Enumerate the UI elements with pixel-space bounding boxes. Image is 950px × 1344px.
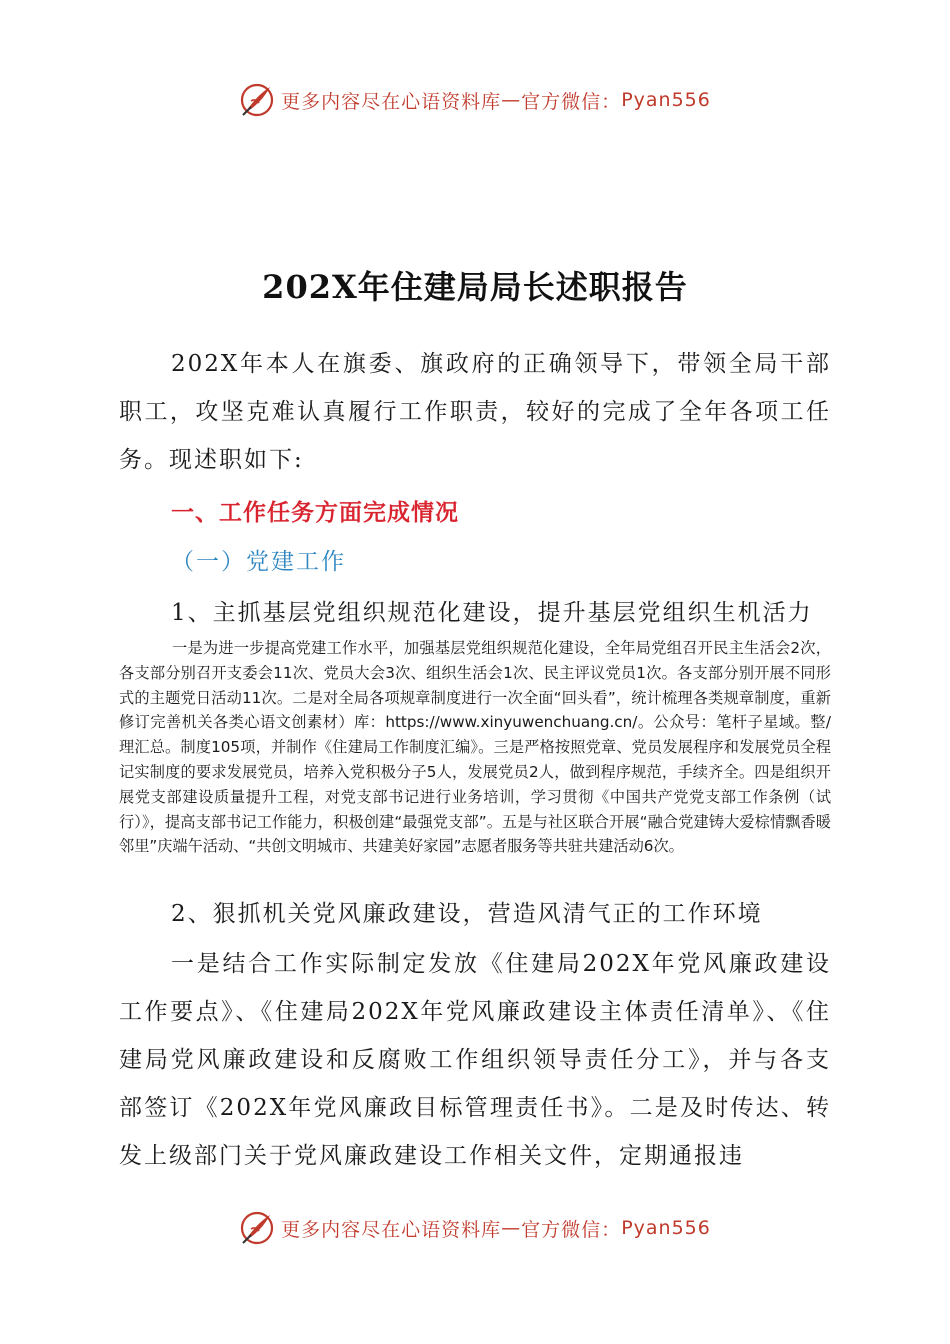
banner-brand: 更多内容尽在心语资料库 (281, 90, 502, 113)
quill-logo-icon (239, 82, 275, 118)
banner-brand: 更多内容尽在心语资料库 (281, 1218, 502, 1241)
subsection-heading: （一）党建工作 (171, 549, 346, 575)
quill-logo-icon (239, 1210, 275, 1246)
banner-wechat-id: Pyan556 (621, 1217, 711, 1239)
banner-separator: — (501, 89, 522, 111)
banner-wechat-label: 官方微信： (521, 1218, 622, 1241)
section-heading: 一、工作任务方面完成情况 (171, 500, 459, 526)
item-heading-2: 2、狠抓机关党风廉政建设，营造风清气正的工作环境 (171, 901, 763, 927)
item-body-1: 一是为进一步提高党建工作水平，加强基层党组织规范化建设，全年局党组召开民主生活会2次，各支部分别召开支委会11次、党员大会3次、组织生活会1次、民主评议党员1次。各支部分别开展不同形式的主题党日活动11次。二是对全局各项规章制度进行一次全面“回头看”，统计梳理各类规章制度，重新修订完善机关各类心语文创素材）库：https://www.xinyuwenchuang.cn/。公众号：笔杆子星域。整/理汇总。制度105项，并制作《住建局工作制度汇编》。三是严格按照党章、党员发展程序和发展党员全程记实制度的要求发展党员，培养入党积极分子5人，发展党员2人，做到程序规范，手续齐全。四是组织开展党支部建设质量提升工程，对党支部书记进行业务培训，学习贯彻《中国共产党党支部工作条例（试行）》，提高支部书记工作能力，积极创建“最强党支部”。五是与社区联合开展“融合党建铸大爱棕情飘香暖邻里”庆端午活动、“共创文明城市、共建美好家园”志愿者服务等共驻共建活动6次。 (119, 639, 831, 856)
item-heading-1: 1、主抓基层党组织规范化建设，提升基层党组织生机活力 (171, 600, 813, 626)
banner-wechat-label: 官方微信： (521, 90, 622, 113)
footer-banner (0, 1210, 950, 1246)
document-title: 202X年住建局局长述职报告 (262, 268, 688, 306)
banner-separator: — (501, 1217, 522, 1239)
item-body-2: 一是结合工作实际制定发放《住建局202X年党风廉政建设工作要点》、《住建局202X年党风廉政建设主体责任清单》、《住建局党风廉政建设和反腐败工作组织领导责任分工》，并与各支部签订《202X年党风廉政目标管理责任书》。二是及时传达、转发上级部门关于党风廉政建设工作相关文件，定期通报违 (119, 951, 831, 1169)
header-banner (0, 82, 950, 118)
intro-paragraph: 202X年本人在旗委、旗政府的正确领导下，带领全局干部职工，攻坚克难认真履行工作职责，较好的完成了全年各项工任务。现述职如下: (119, 351, 831, 473)
banner-wechat-id: Pyan556 (621, 89, 711, 111)
